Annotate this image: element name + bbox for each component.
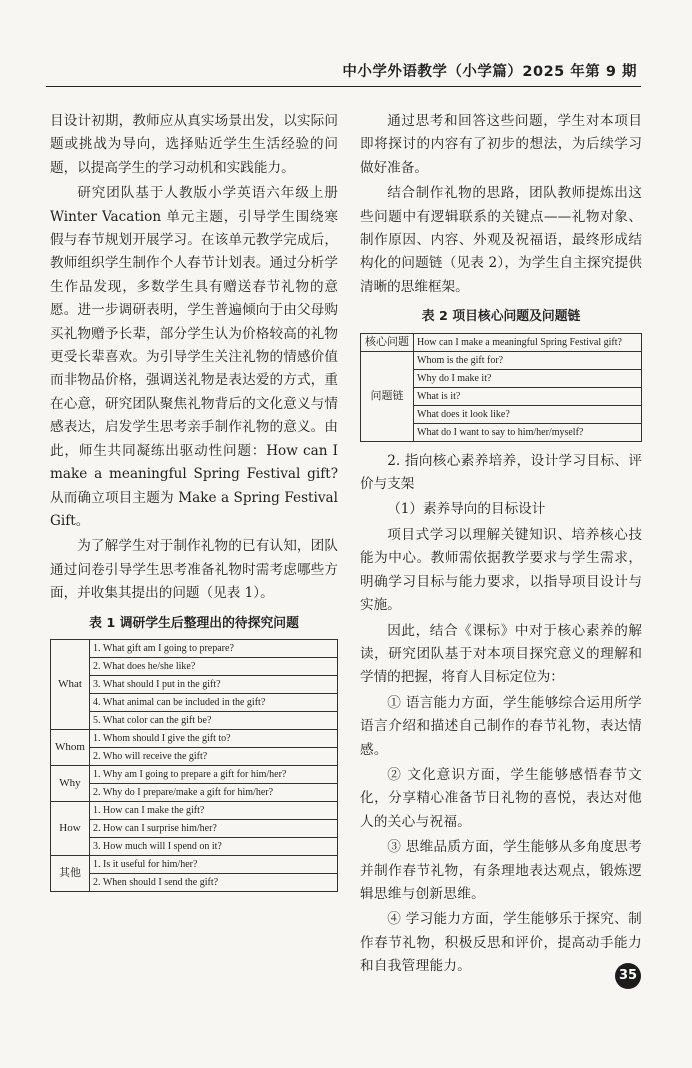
left-paragraph-1: 目设计初期，教师应从真实场景出发，以实际问题或挑战为导向，选择贴近学生生活经验的问题，以提高学生的学习动机和实践能力。 <box>50 113 338 176</box>
right-paragraph-3: 项目式学习以理解关键知识、培养核心技能为中心。教师需依据教学要求与学生需求，明确学习目标与能力要求，以指导项目设计与实施。 <box>360 526 642 614</box>
right-paragraph-1: 通过思考和回答这些问题，学生对本项目即将探讨的内容有了初步的想法，为后续学习做好准备。 <box>360 113 642 176</box>
core-question-label: 核心问题 <box>361 333 414 351</box>
table1-question: 3. How much will I spend on it? <box>93 840 222 852</box>
table1-question: 5. What color can the gift be? <box>93 714 212 726</box>
education-goal: ④ 学习能力方面，学生能够乐于探究、制作春节礼物，积极反思和评价，提高动手能力和自我管理能力。 <box>360 911 642 975</box>
question-chain-item: What do I want to say to him/her/myself? <box>417 426 584 438</box>
table1-question: 1. What gift am I going to prepare? <box>90 640 337 658</box>
table1-row <box>51 765 338 801</box>
table1-question: 2. How can I surprise him/her? <box>90 820 337 838</box>
question-chain-label: 问题链 <box>361 351 414 441</box>
right-paragraph-2: 结合制作礼物的思路，团队教师提炼出这些问题中有逻辑联系的关键点——礼物对象、制作原因、内容、外观及祝福语，最终形成结构化的问题链（见表 2），为学生自主探究提供清晰的思维框架。 <box>360 185 642 295</box>
running-header <box>46 60 641 87</box>
table1-row <box>51 729 338 765</box>
left-paragraph-2: 研究团队基于人教版小学英语六年级上册 Winter Vacation 单元主题，引导学生围绕寒假与春节规划开展学习。在该单元教学完成后，教师组织学生制作个人春节计划表。通过分析学生作品发现，多数学生具有赠送春节礼物的意愿。进一步调研表明，学生普遍倾向于由父母购买礼物赠予长辈，部分学生认为价格较高的礼物更受长辈喜欢。为引导学生关注礼物的情感价值而非物品价格，强调送礼物是表达爱的方式，重在心意，研究团队聚焦礼物背后的文化意义与情感表达，启发学生思考亲手制作礼物的意义。由此，师生共同凝练出驱动性问题：How can I make a meaningful Spring Festival gift? 从而确立项目主题为 Make a Spring Festival Gift。 <box>50 185 338 529</box>
left-column <box>50 110 338 892</box>
table2-caption: 表 2 项目核心问题及问题链 <box>421 309 581 325</box>
table1 <box>50 639 338 892</box>
table1-question: 3. What should I put in the gift? <box>90 676 337 694</box>
table1-row <box>51 855 338 891</box>
question-chain-item: What does it look like? <box>414 406 641 424</box>
section-heading-2: 2. 指向核心素养培养，设计学习目标、评价与支架 <box>360 452 642 493</box>
left-paragraph-3: 为了解学生对于制作礼物的已有认知，团队通过问卷引导学生思考准备礼物时需考虑哪些方面，并收集其提出的问题（见表 1）。 <box>50 538 338 602</box>
page-number: 35 <box>615 963 641 989</box>
question-chain-item: Why do I make it? <box>414 370 641 388</box>
education-goal: ② 文化意识方面，学生能够感悟春节文化，分享精心准备节日礼物的喜悦，表达对他人的关心与祝福。 <box>360 766 642 830</box>
table1-question: 1. Whom should I give the gift to? <box>90 730 337 748</box>
question-chain-item: What is it? <box>414 388 641 406</box>
question-chain-item: Whom is the gift for? <box>414 352 641 370</box>
table1-question: 2. Why do I prepare/make a gift for him/her? <box>93 786 274 798</box>
table2-chain-row <box>361 351 642 441</box>
table1-question: 1. How can I make the gift? <box>90 802 337 820</box>
table1-caption: 表 1 调研学生后整理出的待探究问题 <box>89 615 299 631</box>
table1-row <box>51 639 338 729</box>
table1-question: 2. What does he/she like? <box>90 658 337 676</box>
table1-category: How <box>51 801 90 855</box>
table1-category: Whom <box>51 729 90 765</box>
right-paragraph-4: 因此，结合《课标》中对于核心素养的解读，研究团队基于对本项目探究意义的理解和学情的把握，将育人目标定位为： <box>360 622 642 686</box>
education-goal: ① 语言能力方面，学生能够综合运用所学语言介绍和描述自己制作的春节礼物，表达情感。 <box>360 694 642 758</box>
table1-row <box>51 801 338 855</box>
table2-core-row <box>361 333 642 351</box>
table1-question: 2. Who will receive the gift? <box>93 750 208 762</box>
core-question: How can I make a meaningful Spring Festival gift? <box>417 336 622 348</box>
journal-title: 中小学外语教学（小学篇）2025 年第 9 期 <box>342 64 637 80</box>
table1-category: What <box>51 639 90 729</box>
table1-question: 1. Is it useful for him/her? <box>90 856 337 874</box>
education-goal: ③ 思维品质方面，学生能够从多角度思考并制作春节礼物，有条理地表达观点，锻炼逻辑思维与创新思维。 <box>360 839 642 902</box>
table1-category: 其他 <box>51 855 90 891</box>
table1-category: Why <box>51 765 90 801</box>
subsection-heading: （1）素养导向的目标设计 <box>387 501 546 518</box>
right-column <box>360 110 642 981</box>
table1-question: 2. When should I send the gift? <box>93 876 219 888</box>
table1-question: 4. What animal can be included in the gift? <box>90 694 337 712</box>
table1-question: 1. Why am I going to prepare a gift for him/her? <box>90 766 337 784</box>
table2 <box>360 333 642 442</box>
